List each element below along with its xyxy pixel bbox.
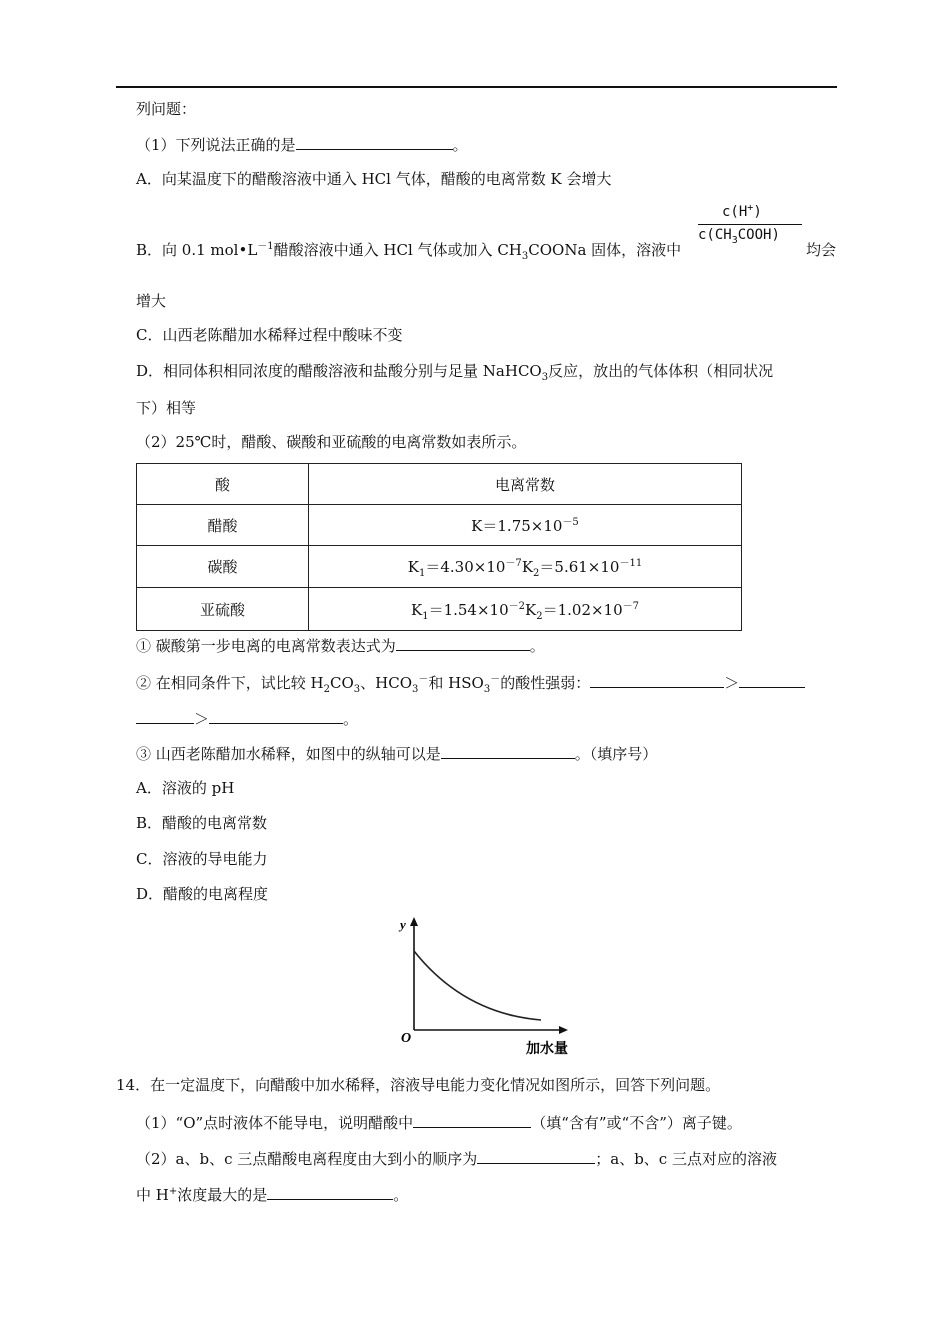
table-header-row <box>137 464 742 505</box>
answer-blank[interactable] <box>267 1184 393 1200</box>
table-row <box>137 546 742 588</box>
punct: 。 <box>343 710 359 728</box>
sub-question-3-text: ③ 山西老陈醋加水稀释，如图中的纵轴可以是 <box>136 745 441 763</box>
table-row <box>137 505 742 546</box>
option-b-cont: 增大 <box>136 292 167 310</box>
superscript: －1 <box>257 241 274 252</box>
text-line: 列问题： <box>136 100 197 118</box>
option-d-text: D．相同体积相同浓度的醋酸溶液和盐酸分别与足量 NaHCO <box>136 362 542 380</box>
punct: 。（填序号） <box>574 745 658 763</box>
question-14-1 <box>136 1112 742 1133</box>
x-axis-label: 加水量 <box>526 1041 568 1057</box>
greater-than: ＞ <box>194 710 210 728</box>
header-rule <box>116 86 837 88</box>
table-cell-acid: 亚硫酸 <box>137 588 309 631</box>
choice-a: A．溶液的 pH <box>136 779 235 797</box>
option-a: A．向某温度下的醋酸溶液中通入 HCl 气体，醋酸的电离常数 K 会增大 <box>136 170 612 188</box>
table-cell-acid: 醋酸 <box>137 505 309 546</box>
sub-question-1 <box>136 635 545 656</box>
option-b-text: COONa 固体，溶液中 <box>528 241 682 259</box>
fraction-denominator: $c(CH_3COOH)$ <box>698 227 780 246</box>
subscript: 3 <box>521 251 529 262</box>
answer-blank[interactable] <box>396 635 530 651</box>
table-row <box>137 588 742 631</box>
question-14-1-text: （填“含有”或“不含”）离子键。 <box>531 1114 742 1132</box>
table-cell-constant: $K_1=4.30\times 10^{-7}K_2=5.61\times 10^{-11}$ <box>309 546 742 588</box>
question-14-2-text: ；a、b、c 三点对应的溶液 <box>595 1150 777 1168</box>
sub-question-1-text: ① 碳酸第一步电离的电离常数表达式为 <box>136 637 396 655</box>
dilution-graph <box>396 915 586 1060</box>
option-b-text: B．向 0.1 mol•L <box>136 241 258 259</box>
answer-blank[interactable] <box>477 1148 595 1164</box>
option-b-end: 均会 <box>806 241 837 259</box>
option-b <box>136 240 681 260</box>
option-b-text: 醋酸溶液中通入 HCl 气体或加入 CH <box>273 241 522 259</box>
question-2: （2）25℃时，醋酸、碳酸和亚硫酸的电离常数如表所示。 <box>136 433 527 451</box>
x-axis-arrow <box>559 1026 568 1034</box>
answer-blank[interactable] <box>136 708 194 724</box>
y-axis-label: y <box>400 917 406 932</box>
option-d <box>136 361 773 381</box>
punct: 。 <box>452 136 468 154</box>
answer-blank[interactable] <box>413 1112 531 1128</box>
answer-blank[interactable] <box>296 134 453 150</box>
sub-question-2-cont <box>136 708 358 729</box>
choice-c: C．溶液的导电能力 <box>136 850 268 868</box>
question-14-2-text: 浓度最大的是 <box>177 1186 268 1204</box>
choice-d: D．醋酸的电离程度 <box>136 885 269 903</box>
subscript: 3 <box>541 372 549 383</box>
question-14-1-text: （1）“O”点时液体不能导电，说明醋酸中 <box>136 1114 414 1132</box>
origin-label: O <box>401 1031 412 1046</box>
ionization-constant-table <box>136 463 742 631</box>
answer-blank[interactable] <box>209 708 343 724</box>
question-14-2-text: 中 H <box>136 1186 169 1204</box>
sub-question-3 <box>136 743 657 764</box>
table-header: 酸 <box>137 464 309 505</box>
question-1-text: （1）下列说法正确的是 <box>136 136 296 154</box>
answer-blank[interactable] <box>590 672 724 688</box>
curve-line <box>414 951 541 1020</box>
greater-than: ＞ <box>724 674 740 692</box>
option-c: C．山西老陈醋加水稀释过程中酸味不变 <box>136 326 403 344</box>
table-cell-constant: $K=1.75\times 10^{-5}$ <box>309 505 742 546</box>
y-axis-arrow <box>410 917 418 926</box>
answer-blank[interactable] <box>441 743 575 759</box>
table-header: 电离常数 <box>309 464 742 505</box>
option-d-text: 反应，放出的气体体积（相同状况 <box>548 362 774 380</box>
fraction-bar <box>698 224 802 225</box>
table-cell-constant: $K_1=1.54\times 10^{-2}K_2=1.02\times 10^{-7}$ <box>309 588 742 631</box>
option-d-cont: 下）相等 <box>136 399 197 417</box>
question-14: 14．在一定温度下，向醋酸中加水稀释，溶液导电能力变化情况如图所示，回答下列问题。 <box>116 1076 721 1094</box>
fraction-numerator: c(H+) <box>722 202 762 220</box>
choice-b: B．醋酸的电离常数 <box>136 814 268 832</box>
table-cell-acid: 碳酸 <box>137 546 309 588</box>
question-14-2 <box>136 1148 777 1169</box>
question-1 <box>136 134 468 155</box>
punct: 。 <box>529 637 545 655</box>
question-14-2-text: （2）a、b、c 三点醋酸电离程度由大到小的顺序为 <box>136 1150 478 1168</box>
answer-blank[interactable] <box>739 672 805 688</box>
question-14-2-cont: 中 H+浓度最大的是 。 <box>136 1186 409 1204</box>
punct: 。 <box>393 1186 409 1204</box>
sub-question-2: ② 在相同条件下，试比较 $H_2CO_3$、$HCO_3^-$和 $HSO_3^-$的酸性强弱： ＞ <box>136 672 805 693</box>
sub-question-2-text: ② 在相同条件下，试比较 H <box>136 674 324 692</box>
